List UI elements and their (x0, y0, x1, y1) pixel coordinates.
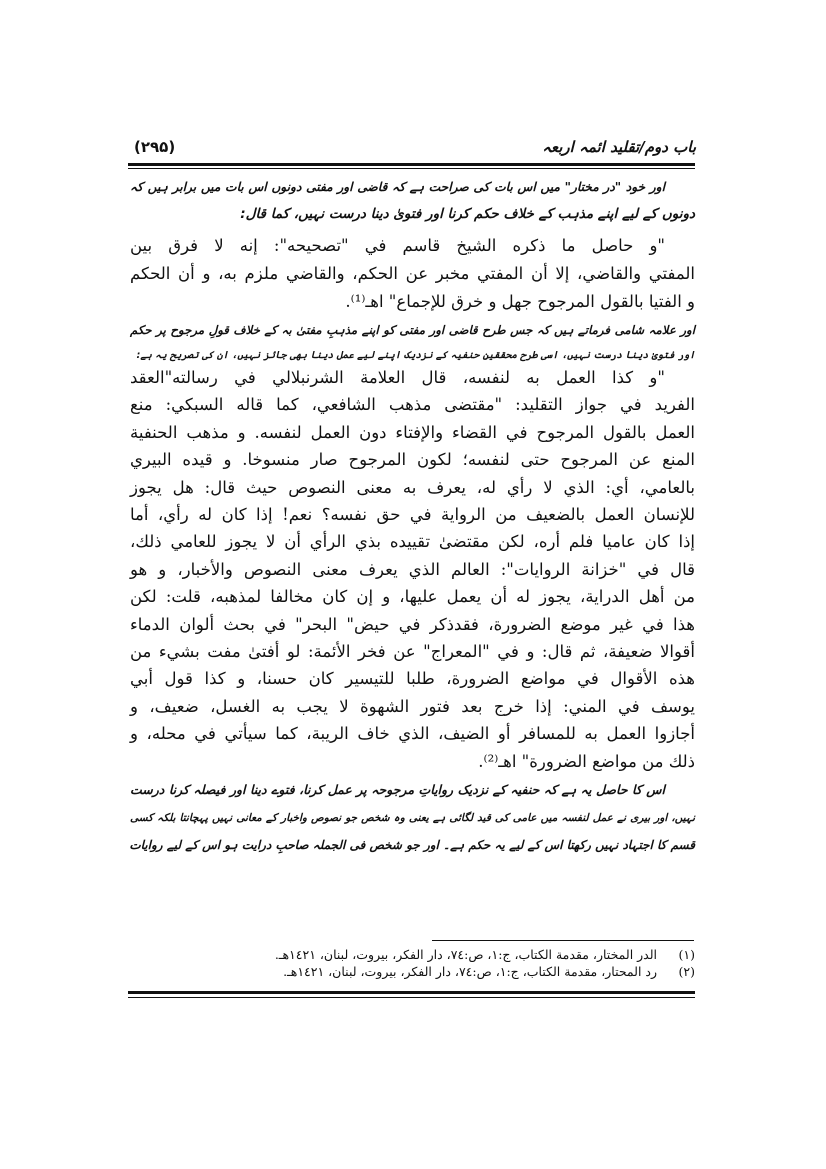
arabic-quote-line: المفتي والقاضي، إلا أن المفتي مخبر عن الحكم، والقاضي ملزم به، و أن الحكم (130, 264, 695, 283)
footnote-separator (432, 940, 694, 941)
footnote-text: الدر المختار، مقدمة الكتاب، ج:١، ص:٧٤، دار الفكر، بيروت، لبنان، ١٤٢١هـ. (274, 947, 658, 962)
arabic-quote-line: هذه الأقوال في مواضع الضرورة، طلبا للتيسير كان حسنا، و كذا قول أبي (130, 669, 695, 689)
urdu-paragraph-line: اور خود "در مختار" میں اس بات کی صراحت ہے کہ قاضی اور مفتی دونوں اس بات میں برابر ہیں کہ (130, 180, 665, 194)
arabic-quote-line: للإنسان العمل بالضعيف من الرواية في حق نفسه؟ نعم! إذا كان له رأي، أما (130, 505, 695, 524)
footnote-number: (۲) (678, 964, 695, 979)
chapter-title: باب دوم/تقلید ائمہ اربعہ (542, 138, 696, 156)
arabic-quote-line: إذا كان عاميا فلم أره، لكن مقتضىٰ تقييده بذي الرأي أن لا يجوز للعامي ذلك، (130, 532, 695, 552)
urdu-paragraph-line: اور علامہ شامی فرماتے ہیں کہ جس طرح قاضی اور مفتی کو اپنے مذہبِ مفتیٰ بہ کے خلاف قولِ مرجوح پر حکم (130, 323, 695, 337)
arabic-quote-line: يوسف في المني: إذا خرج بعد فتور الشهوة لا يجب به الغسل، ضعيف، و (130, 696, 695, 716)
arabic-quote-line: هذا في غير موضع الضرورة، فقدذكر في حيض" البحر" في بحث ألوان الدماء (130, 614, 695, 634)
header-rule-thick (128, 163, 695, 166)
arabic-quote-line: قال في "خزانة الروايات": العالم الذي يعرف معنى النصوص والأخبار، و هو (130, 559, 695, 579)
header-rule-thin (128, 168, 695, 169)
urdu-paragraph-line: دونوں کے لیے اپنے مذہب کے خلاف حکم کرنا اور فتویٰ دینا درست نہیں، کما قال: (240, 206, 695, 222)
urdu-paragraph-line: اور فتویٰ دینا درست نہیں، اسی طرح محققینِ حنفیہ کے نزدیک اپنے لیے عمل دینا بھی جائز نہیں، ان کی تصریح یہ ہے: (136, 350, 695, 361)
arabic-quote-line: أقوالا ضعيفة، ثم قال: و في "المعراج" عن فخر الأئمة: لو أفتىٰ مفت بشيء من (130, 642, 695, 661)
arabic-quote-line: بالعامي، أي: الذي لا رأي له، يعرف به معنى النصوص حيث قال: هل يجوز (130, 477, 695, 497)
urdu-paragraph-line: قسم کا اجتہاد نہیں رکھتا اس کے لیے یہ حکم ہے۔ اور جو شخص فی الجملہ صاحبِ درایت ہو اس کے لیے روایات (129, 838, 695, 852)
arabic-quote-line: أجازوا العمل به للمسافر أو الضيف، الذي خاف الريبة، كما سيأتي في محله، و (130, 724, 695, 744)
arabic-quote-line: ذلك من مواضع الضرورة" اهـ⁽²⁾. (478, 751, 695, 771)
footnote-number: (۱) (678, 947, 695, 962)
urdu-paragraph-line: نہیں، اور بیری نے عمل لنفسہ میں عامی کی قید لگائی ہے یعنی وہ شخص جو نصوص واخبار کے معانی نہیں پہچانتا بلکہ کسی (130, 811, 695, 824)
footnote (190, 946, 695, 963)
page-number: (۲۹۵) (134, 138, 176, 156)
arabic-quote-line: الفريد في جواز التقليد: "مقتضى مذهب الشافعي، كما قاله السبكي: منع (130, 395, 695, 415)
arabic-quote-line: "و حاصل ما ذكره الشيخ قاسم في "تصحيحه": إنه لا فرق بين (130, 236, 665, 255)
arabic-quote-line: العمل بالقول المرجوح في القضاء والإفتاء دون العمل لنفسه. و مذهب الحنفية (130, 422, 695, 442)
footnote-text: رد المحتار، مقدمة الكتاب، ج:١، ص:٧٤، دار الفكر، بيروت، لبنان، ١٤٢١هـ. (283, 964, 658, 979)
footer-rule-thin (128, 997, 695, 998)
footer-rule-thick (128, 991, 695, 994)
urdu-paragraph-line: اس کا حاصل یہ ہے کہ حنفیہ کے نزدیک روایاتِ مرجوحہ پر عمل کرنا، فتوے دینا اور فیصلہ کرنا درست (130, 782, 665, 797)
arabic-quote-line: المنع عن المرجوح حتى لنفسه؛ لكون المرجوح صار منسوخا. و قيده البيري (130, 450, 695, 470)
arabic-quote-line: "و كذا العمل به لنفسه، قال العلامة الشرنبلالي في رسالته"العقد (130, 368, 665, 387)
arabic-quote-line: من أهل الدراية، يجوز له أن يعمل عليها، و إن كان مخالفا لمذهبه، قلت: لكن (130, 587, 695, 607)
arabic-quote-line: و الفتيا بالقول المرجوح جهل و خرق للإجماع" اهـ⁽¹⁾. (345, 292, 695, 311)
footnote (190, 963, 695, 980)
